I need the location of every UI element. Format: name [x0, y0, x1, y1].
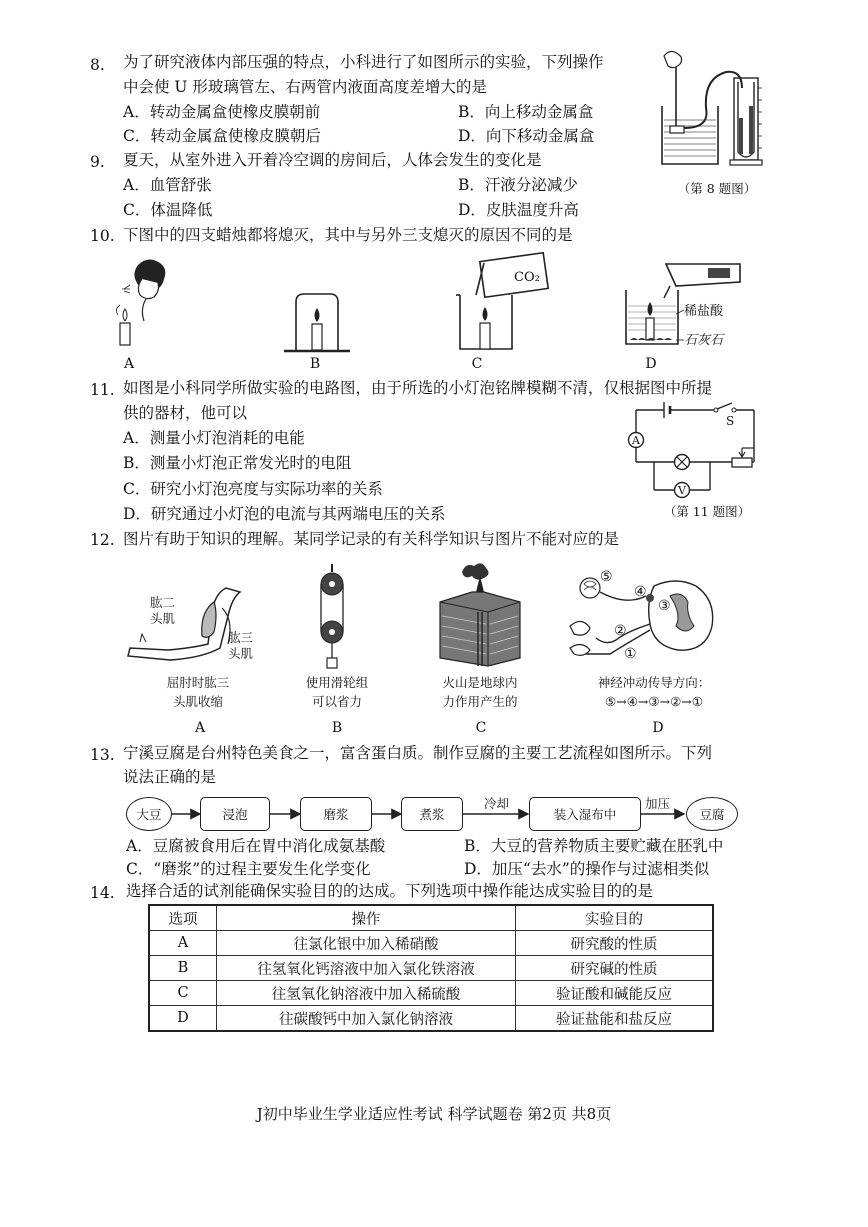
q10-label-c: C: [471, 356, 483, 372]
q12-number: 12.: [90, 531, 115, 549]
q14-row-d-option: D: [149, 1006, 217, 1032]
q11-option-d: D．研究通过小灯泡的电流与其两端电压的关系: [123, 505, 446, 523]
q11-figure-caption: （第 11 题图）: [663, 504, 751, 519]
table-row: [149, 1006, 713, 1032]
q14-row-c-purpose: 验证酸和碱能反应: [516, 981, 714, 1006]
q9-option-c: C．体温降低: [123, 201, 213, 219]
q11-switch-label: S: [726, 414, 735, 428]
q14-row-c-operation: 往氢氧化钠溶液中加入稀硫酸: [217, 981, 516, 1006]
q12-label-d: D: [652, 720, 664, 736]
q13-flow-boil: 煮浆: [401, 797, 463, 831]
q14-row-a-operation: 往氯化银中加入稀硝酸: [217, 931, 516, 956]
q12-b-caption-2: 可以省力: [311, 694, 362, 709]
q12-c-caption-2: 力作用产生的: [442, 694, 518, 709]
q13-option-d: D．加压“去水”的操作与过滤相类似: [464, 860, 710, 878]
q12-label-b: B: [331, 720, 343, 736]
q8-option-c: C．转动金属盒使橡皮膜朝后: [123, 127, 321, 145]
q13-option-a: A．豆腐被食用后在胃中消化成氨基酸: [126, 837, 386, 855]
q12-triceps-label: 肱三 头肌: [228, 630, 254, 661]
q10-label-d: D: [645, 356, 657, 372]
q12-d-num-4: ④: [634, 584, 647, 600]
q14-row-d-operation: 往碳酸钙中加入氯化钠溶液: [217, 1006, 516, 1032]
q9-option-b: B．汗液分泌减少: [458, 176, 578, 194]
q11-stem-line2: 供的器材，他可以: [123, 404, 248, 422]
q13-arrow-cool-label: 冷却: [484, 796, 510, 811]
q8-option-d: D．向下移动金属盒: [458, 127, 595, 145]
q8-option-a: A．转动金属盒使橡皮膜朝前: [123, 103, 321, 121]
q11-stem-line1: 如图是小科同学所做实验的电路图，由于所选的小灯泡铭牌模糊不清，仅根据图中所提: [123, 379, 713, 397]
q14-row-c-option: C: [149, 981, 217, 1006]
q14-row-b-operation: 往氢氧化钙溶液中加入氯化铁溶液: [217, 956, 516, 981]
table-row: [149, 956, 713, 981]
q8-stem-line1: 为了研究液体内部压强的特点，小科进行了如图所示的实验，下列操作: [123, 53, 604, 71]
q14-header-operation: 操作: [217, 905, 516, 931]
q14-row-a-purpose: 研究酸的性质: [516, 931, 714, 956]
q13-flow-wrap-cloth: 装入湿布中: [529, 797, 641, 831]
q12-label-a: A: [194, 720, 206, 736]
q8-number: 8.: [90, 56, 105, 74]
q12-d-caption-2: ⑤→④→③→②→①: [605, 694, 703, 709]
q13-flow-soak: 浸泡: [200, 797, 270, 831]
q14-row-d-purpose: 验证盐能和盐反应: [516, 1006, 714, 1032]
q12-a-caption-2: 头肌收缩: [172, 694, 223, 709]
q11-voltmeter-label: V: [678, 484, 686, 497]
q14-header-option: 选项: [149, 905, 217, 931]
q8-figure-caption: （第 8 题图）: [677, 181, 757, 196]
q9-option-d: D．皮肤温度升高: [458, 201, 579, 219]
q9-option-a: A．血管舒张: [123, 176, 212, 194]
q13-flow-grind: 磨浆: [300, 797, 372, 831]
q11-ammeter-label: A: [632, 434, 640, 447]
q14-header-purpose: 实验目的: [516, 905, 714, 931]
q14-table: [148, 904, 714, 1032]
q12-b-caption-1: 使用滑轮组: [305, 675, 369, 690]
q8-option-b: B．向上移动金属盒: [458, 103, 594, 121]
table-row: [149, 931, 713, 956]
q14-row-b-purpose: 研究碱的性质: [516, 956, 714, 981]
q11-option-b: B．测量小灯泡正常发光时的电阻: [123, 454, 352, 472]
q12-d-num-3: ③: [658, 598, 671, 614]
q10-co2-label: CO₂: [514, 270, 540, 285]
q12-label-c: C: [475, 720, 487, 736]
q13-arrow-press-label: 加压: [645, 796, 671, 811]
q9-stem: 夏天，从室外进入开着冷空调的房间后，人体会发生的变化是: [123, 151, 542, 169]
q14-table-header-row: [149, 905, 713, 931]
q13-flow-tofu: 豆腐: [686, 797, 738, 831]
q10-stem: 下图中的四支蜡烛都将熄灭，其中与另外三支熄灭的原因不同的是: [123, 226, 573, 244]
q12-d-num-5: ⑤: [600, 569, 613, 585]
q14-number: 14.: [90, 884, 115, 902]
q13-option-c: C．“磨浆”的过程主要发生化学变化: [126, 860, 371, 878]
q12-c-caption-1: 火山是地球内: [442, 675, 518, 690]
q10-label-b: B: [309, 356, 321, 372]
q11-option-a: A．测量小灯泡消耗的电能: [123, 429, 305, 447]
q11-number: 11.: [90, 381, 115, 399]
q12-d-caption-1: 神经冲动传导方向：: [597, 675, 711, 690]
q12-stem: 图片有助于知识的理解。某同学记录的有关科学知识与图片不能对应的是: [123, 530, 620, 548]
q12-a-caption-1: 屈肘时肱三: [166, 675, 230, 690]
q10-number: 10.: [90, 227, 115, 245]
q13-flow-soybean: 大豆: [126, 797, 172, 831]
q14-stem: 选择合适的试剂能确保实验目的的达成。下列选项中操作能达成实验目的的是: [126, 882, 654, 900]
q14-row-a-option: A: [149, 931, 217, 956]
q12-biceps-label: 肱二 头肌: [150, 595, 176, 626]
q13-stem-line2: 说法正确的是: [123, 768, 217, 786]
q13-stem-line1: 宁溪豆腐是台州特色美食之一，富含蛋白质。制作豆腐的主要工艺流程如图所示。下列: [123, 744, 713, 762]
q9-number: 9.: [90, 153, 105, 171]
q10-acid-label: 稀盐酸: [684, 304, 724, 319]
q12-d-num-2: ②: [614, 623, 627, 639]
q13-number: 13.: [90, 746, 115, 764]
page-footer: J初中毕业生学业适应性考试 科学试题卷 第2页 共8页: [256, 1105, 612, 1123]
table-row: [149, 981, 713, 1006]
q8-stem-line2: 中会使 U 形玻璃管左、右两管内液面高度差增大的是: [123, 78, 487, 96]
q14-row-b-option: B: [149, 956, 217, 981]
q12-d-num-1: ①: [624, 646, 637, 662]
q11-option-c: C．研究小灯泡亮度与实际功率的关系: [123, 480, 383, 498]
q10-limestone-label: 石灰石: [684, 333, 724, 348]
q10-label-a: A: [123, 356, 135, 372]
q13-option-b: B．大豆的营养物质主要贮藏在胚乳中: [464, 837, 724, 855]
